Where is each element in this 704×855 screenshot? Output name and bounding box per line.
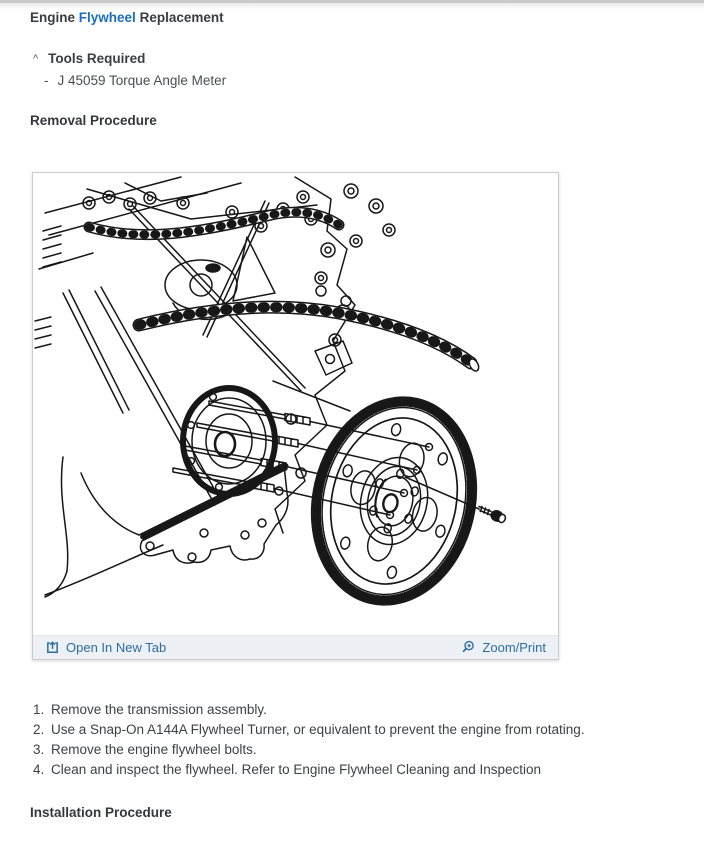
tools-required-label: Tools Required: [48, 51, 146, 66]
flywheel-link[interactable]: Flywheel: [78, 10, 136, 25]
tools-required-header: [33, 51, 145, 66]
step-number: 4.: [33, 762, 45, 777]
step-text: Remove the engine flywheel bolts.: [51, 742, 257, 757]
installation-procedure-heading: Installation Procedure: [30, 805, 172, 820]
diagram-frame: [32, 172, 559, 660]
open-in-new-tab-label: Open In New Tab: [66, 640, 167, 655]
zoom-print-label: Zoom/Print: [482, 640, 546, 655]
step-text: Use a Snap-On A144A Flywheel Turner, or equivalent to prevent the engine from rotating.: [51, 722, 585, 737]
zoom-print-link[interactable]: [461, 640, 546, 655]
step-text: Clean and inspect the flywheel. Refer to Engine Flywheel Cleaning and Inspection: [51, 762, 542, 777]
step-number: 2.: [33, 722, 45, 737]
removal-steps-list: [33, 700, 585, 780]
step-text: Remove the transmission assembly.: [51, 702, 267, 717]
title-part1: Engine: [30, 10, 76, 25]
list-item: [33, 760, 585, 780]
tool-item-label: J 45059 Torque Angle Meter: [57, 73, 227, 88]
collapse-caret-icon[interactable]: ^: [33, 53, 39, 65]
step-number: 1.: [33, 702, 45, 717]
engine-block-art: [35, 177, 481, 597]
open-in-new-tab-icon: [45, 640, 60, 655]
engine-flywheel-diagram: [33, 173, 558, 635]
page-title: [30, 10, 224, 25]
zoom-magnifier-plus-icon: [461, 640, 476, 655]
open-in-new-tab-link[interactable]: [45, 640, 166, 655]
list-item: [33, 720, 585, 740]
window-top-shadow: [0, 3, 704, 9]
removal-procedure-heading: Removal Procedure: [30, 113, 157, 128]
title-part2: Replacement: [139, 10, 224, 25]
list-item: [33, 700, 585, 720]
list-item: [33, 740, 585, 760]
list-dash: -: [44, 73, 49, 88]
step-number: 3.: [33, 742, 45, 757]
figure-toolbar: [33, 635, 558, 659]
tool-list-item: [44, 73, 226, 88]
flywheel-art: [291, 380, 496, 621]
